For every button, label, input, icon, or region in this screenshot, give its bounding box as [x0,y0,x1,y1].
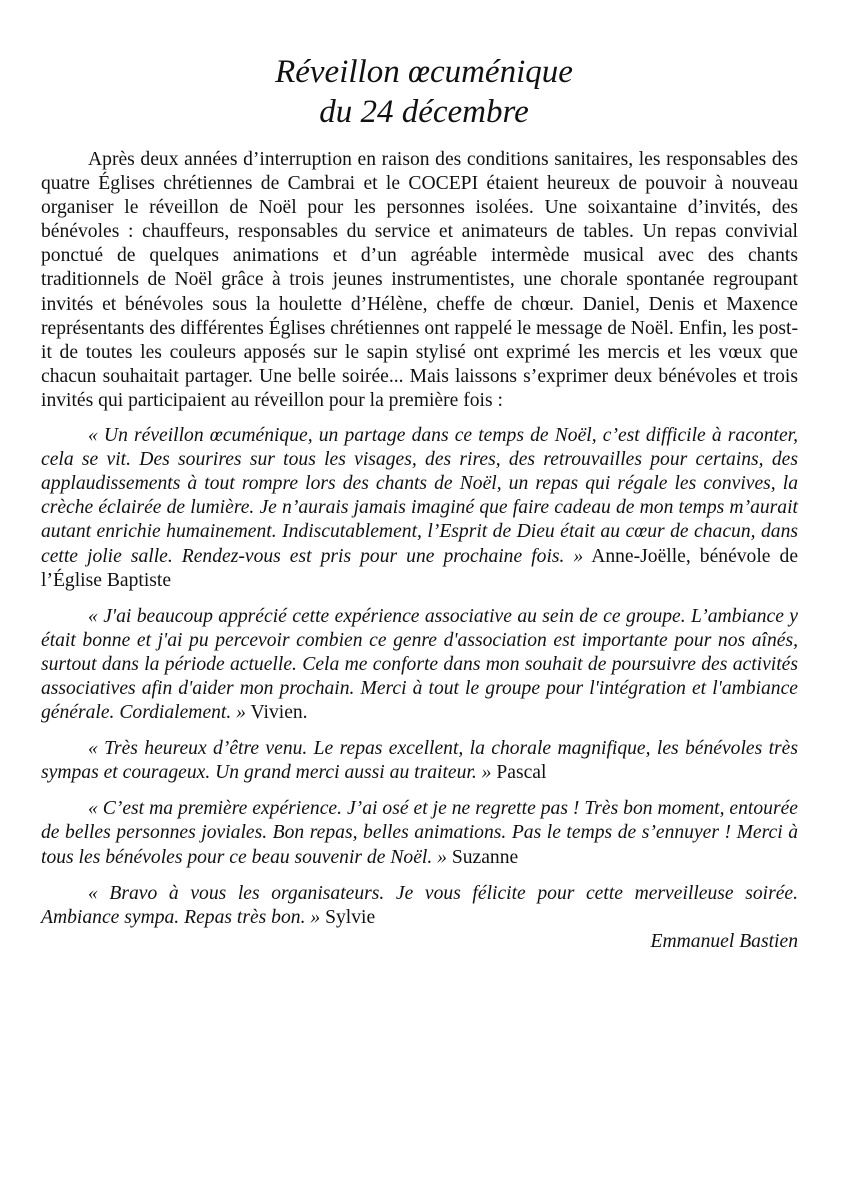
testimonial-author: Suzanne [451,846,519,868]
testimonial-quote: « Bravo à vous les organisateurs. Je vous félicite pour cette merveilleuse soirée. Ambiance sympa. Repas très bon. » [41,882,798,928]
intro-paragraph: Après deux années d’interruption en raison des conditions sanitaires, les responsables des quatre Églises chrétiennes de Cambrai et le COCEPI étaient heureux de pouvoir à nouveau organiser le réveillon de Noël pour les personnes isolées. Une soixantaine d’invités, des bénévoles : chauffeurs, responsables du service et animateurs de tables. Un repas convivial ponctué de quelques animations et d’un agréable intermède musical avec des chants traditionnels de Noël grâce à trois jeunes instrumentistes, une chorale spontanée regroupant invités et bénévoles sous la houlette d’Hélène, cheffe de chœur. Daniel, Denis et Maxence représentants des différentes Églises chrétiennes ont rappelé le message de Noël. Enfin, les post-it de toutes les couleurs apposés sur le sapin stylisé ont exprimé les mercis et les vœux que chacun souhaitait partager. Une belle soirée... Mais laissons s’exprimer deux bénévoles et trois invités qui participaient au réveillon pour la première fois : [41,149,798,411]
testimonial-quote: « Un réveillon œcuménique, un partage dans ce temps de Noël, c’est difficile à raconter, cela se vit. Des sourires sur tous les visages, des rires, des retrouvailles pour certains, des applaudissements à tout rompre lors des chants de Noël, un repas qui régale les convives, la crèche éclairée de lumière. Je n’aurais jamais imaginé que faire cadeau de mon temps m’aurait autant enrichie humainement. Indiscutablement, l’Esprit de Dieu était au cœur de chacun, dans cette jolie salle. Rendez-vous est pris pour une prochaine fois. » [41,425,798,567]
testimonial-author: Sylvie [325,906,376,928]
title-line-2: du 24 décembre [319,94,529,130]
testimonial-paragraph [41,882,798,930]
title-line-1: Réveillon œcuménique [275,54,573,90]
testimonial-quote: « J'ai beaucoup apprécié cette expérience associative au sein de ce groupe. L’ambiance y était bonne et j'ai pu percevoir combien ce genre d'association est importante pour nos aînés, surtout dans la période actuelle. Cela me conforte dans mon souhait de poursuivre des activités associatives afin d'aider mon prochain. Merci à tout le groupe pour l'intégration et l'ambiance générale. Cordialement. » [41,605,798,724]
testimonial-paragraph [41,605,798,725]
testimonial-paragraph [41,424,798,593]
testimonial-quote: « C’est ma première expérience. J’ai osé et je ne regrette pas ! Très bon moment, entourée de belles personnes joviales. Bon repas, belles animations. Pas le temps de s’ennuyer ! Merci à tous les bénévoles pour ce beau souvenir de Noël. » [41,798,798,868]
testimonial-author: Pascal [496,762,547,784]
testimonial-quote: « Très heureux d’être venu. Le repas excellent, la chorale magnifique, les bénévoles très sympas et courageux. Un grand merci aussi au traiteur. » [41,738,798,784]
article-title [0,52,848,132]
testimonial-paragraph [41,737,798,785]
testimonial-author: Vivien. [250,702,308,724]
testimonial-author: Anne-Joëlle, bénévole de l’Église Baptiste [41,545,799,591]
testimonial-paragraph [41,797,798,869]
article-body [41,148,798,954]
author-signature: Emmanuel Bastien [650,930,798,952]
